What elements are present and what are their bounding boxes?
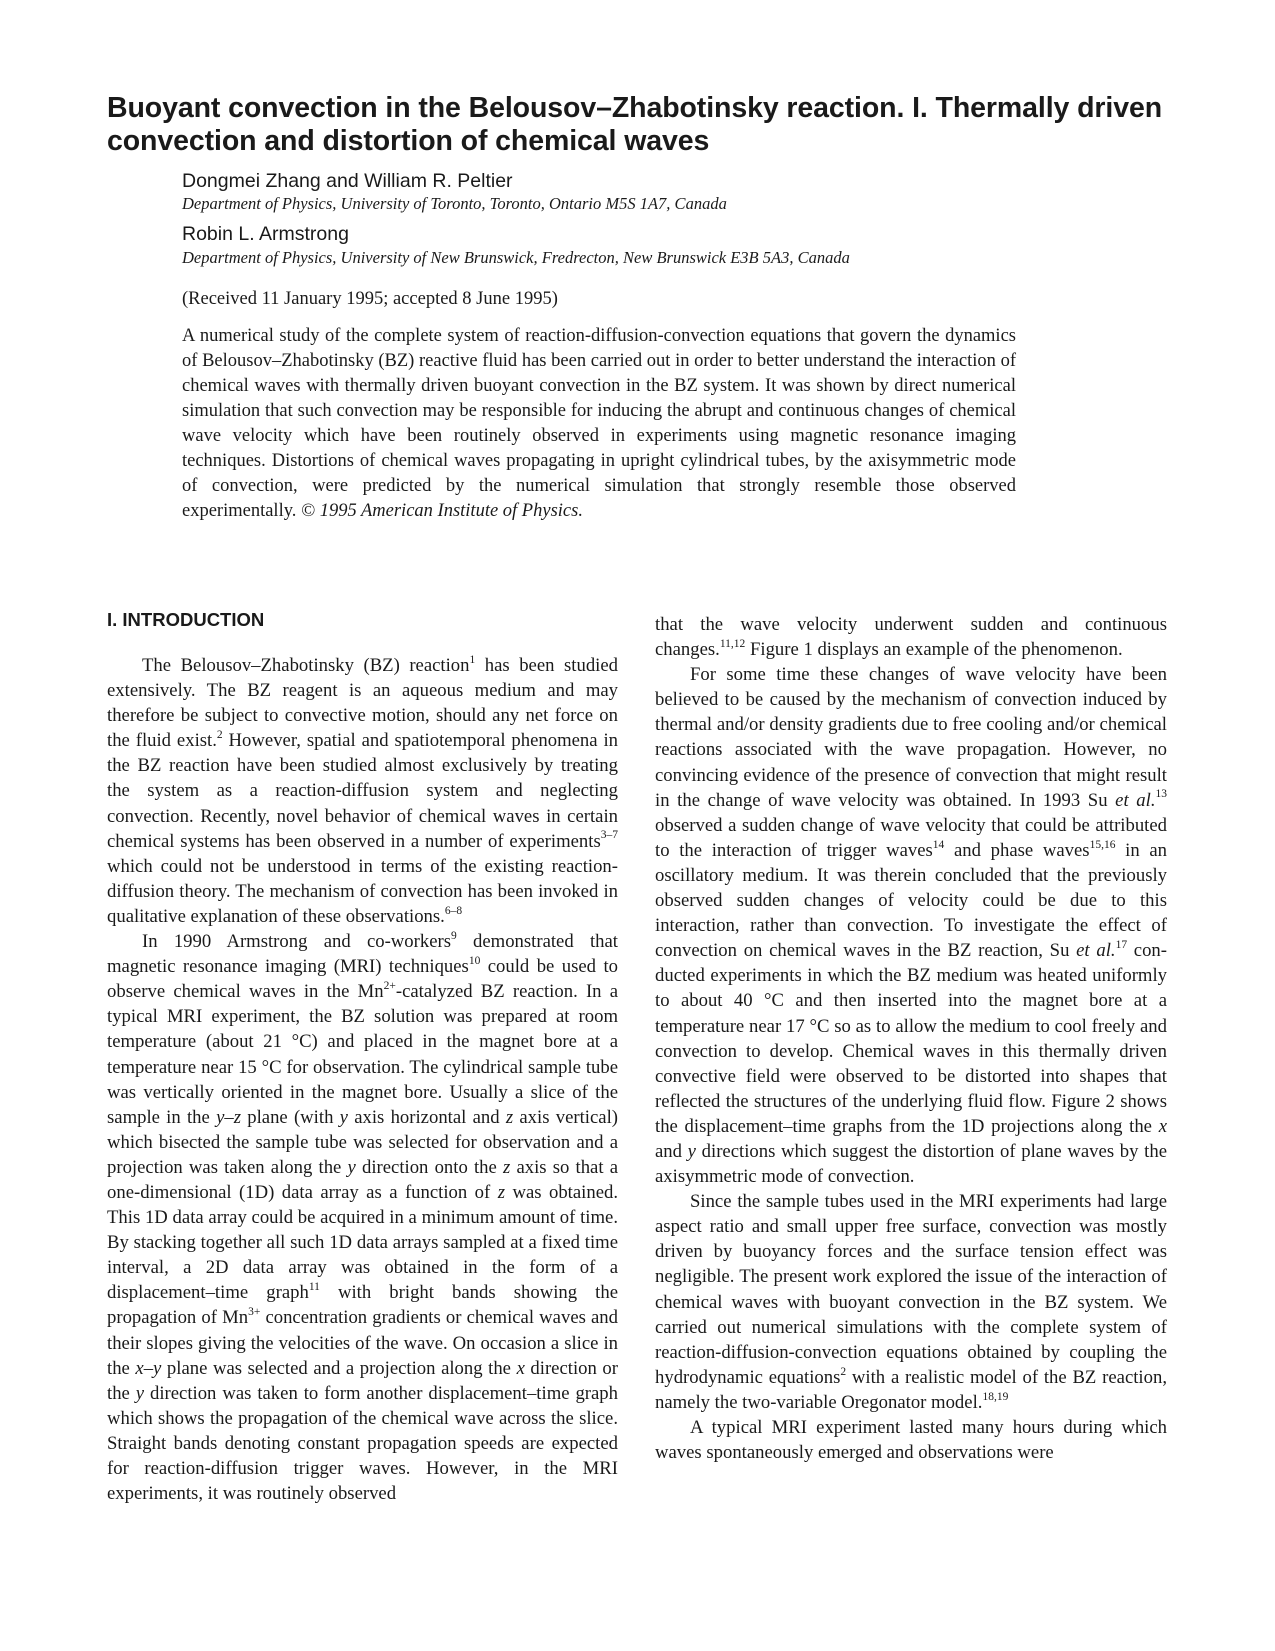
body-paragraph: A typical MRI experiment lasted many hours during which waves spontaneously emerged and observations were <box>655 1417 1167 1464</box>
left-column <box>107 653 618 1506</box>
abstract-text: A numerical study of the complete system of reaction-diffusion-convection equations that govern the dynamics of Belousov–Zhabotinsky (BZ) reactive fluid has been carried out in order to better understand the interaction of chemical waves with thermally driven buoyant convection in the BZ system. It was shown by direct numerical simulation that such convection may be responsible for inducing the abrupt and continuous changes of chemical wave velocity which have been routinely observed in experiments using magnetic resonance imaging techniques. Distortions of chemical waves propagating in upright cylindrical tubes, by the axisymmetric mode of convection, were predicted by the numerical simulation that strongly resemble those observed experimentally. <box>182 326 1016 521</box>
body-paragraph: The Belousov–Zhabotinsky (BZ) reaction$^1$ has been studied extensively. The BZ reagent is an aqueous medium and may therefore be subject to convective motion, should any net force on the fluid exist.$^2$ However, spatial and spatiotemporal phenomena in the BZ reaction have been studied almost exclusively by treating the system as a reaction-diffusion system and neglecting convection. Recently, novel behavior of chemical waves in certain chemical systems has been observed in a number of experiments$^{3-7}$ which could not be understood in terms of the existing reaction-diffusion theory. The mechanism of convection has been invoked in qualitative explanation of these observations.$^{6-8}$ <box>107 653 618 927</box>
author-affiliation-2: Department of Physics, University of New Brunswick, Fredrecton, New Brunswick E3B 5A3, Canada <box>182 248 850 267</box>
body-paragraph: For some time these changes of wave velocity have been believed to be caused by the mechanism of convection induced by thermal and/or density gradients due to free cooling and/or chemical reactions associated with the wave propagation. However, no convincing evidence of the presence of convection that might result in the change of wave velocity was obtained. In 1993 Su et al.$^{13}$ observed a sudden change of wave velocity that could be attributed to the interaction of trigger waves$^{14}$ and phase waves$^{15,16}$ in an oscillatory medium. It was therein concluded that the previously observed sudden changes of velocity could be due to this interaction, rather than convection. To investigate the effect of convection on chemical waves in the BZ reaction, Su et al.$^{17}$ conducted experiments in which the BZ medium was heated uniformly to about 40 °C and then inserted into the magnet bore at a temperature near 17 °C so as to allow the medium to cool freely and convection to develop. Chemical waves in this thermally driven convective field were observed to be distorted into shapes that reflected the structures of the underlying fluid flow. Figure 2 shows the displacement–time graphs from the 1D projections along the x and y directions which suggest the distortion of plane waves by the axisymmetric mode of convection. <box>655 664 1167 1188</box>
author-affiliation-1: Department of Physics, University of Toronto, Toronto, Ontario M5S 1A7, Canada <box>182 194 727 213</box>
abstract-copyright: © 1995 American Institute of Physics. <box>301 501 583 521</box>
paper-title: Buoyant convection in the Belousov–Zhabotinsky reaction. I. Thermally driven convection and distortion of chemical waves <box>107 92 1163 157</box>
author-names-1: Dongmei Zhang and William R. Peltier <box>182 170 513 192</box>
right-column <box>655 612 1167 1465</box>
author-names-2: Robin L. Armstrong <box>182 223 349 245</box>
body-paragraph: that the wave velocity underwent sudden and continuous changes.$^{11,12}$ Figure 1 displays an example of the phenomenon. <box>655 614 1167 661</box>
received-dates: (Received 11 January 1995; accepted 8 June 1995) <box>182 289 558 309</box>
abstract <box>182 324 1016 524</box>
body-paragraph: Since the sample tubes used in the MRI experiments had large aspect ratio and small upper free surface, convection was mostly driven by buoyancy forces and the surface tension effect was negligible. The present work explored the issue of the interaction of chemical waves with buoyant convection in the BZ system. We carried out numerical simulations with the complete system of reaction-diffusion-convection equations obtained by coupling the hydrodynamic equations$^2$ with a realistic model of the BZ reaction, namely the two-variable Oregonator model.$^{18,19}$ <box>655 1191 1167 1413</box>
body-paragraph: In 1990 Armstrong and co-workers$^9$ demonstrated that magnetic resonance imaging (MRI) techniques$^{10}$ could be used to observe chemical waves in the $Mn^{2+}$-catalyzed BZ reaction. In a typical MRI experiment, the BZ solution was prepared at room temperature (about 21 °C) and placed in the magnet bore at a temperature near 15 °C for observation. The cylindrical sample tube was vertically oriented in the magnet bore. Usually a slice of the sample in the y–z plane (with y axis horizontal and z axis vertical) which bisected the sample tube was selected for observation and a projection was taken along the y direction onto the z axis so that a one-dimensional (1D) data array as a function of z was obtained. This 1D data array could be acquired in a minimum amount of time. By stacking together all such 1D data arrays sampled at a fixed time interval, a 2D data array was obtained in the form of a displacement–time graph$^{11}$ with bright bands showing the propagation of $Mn^{3+}$ concentration gradients or chemical waves and their slopes giving the velocities of the wave. On occasion a slice in the x–y plane was selected and a projection along the x direction or the y direction was taken to form another displacement–time graph which shows the propagation of the chemical wave across the slice. Straight bands denoting constant propagation speeds are expected for reaction-diffusion trigger waves. However, in the MRI experiments, it was routinely observed <box>107 929 619 1505</box>
section-heading: I. INTRODUCTION <box>107 609 265 630</box>
